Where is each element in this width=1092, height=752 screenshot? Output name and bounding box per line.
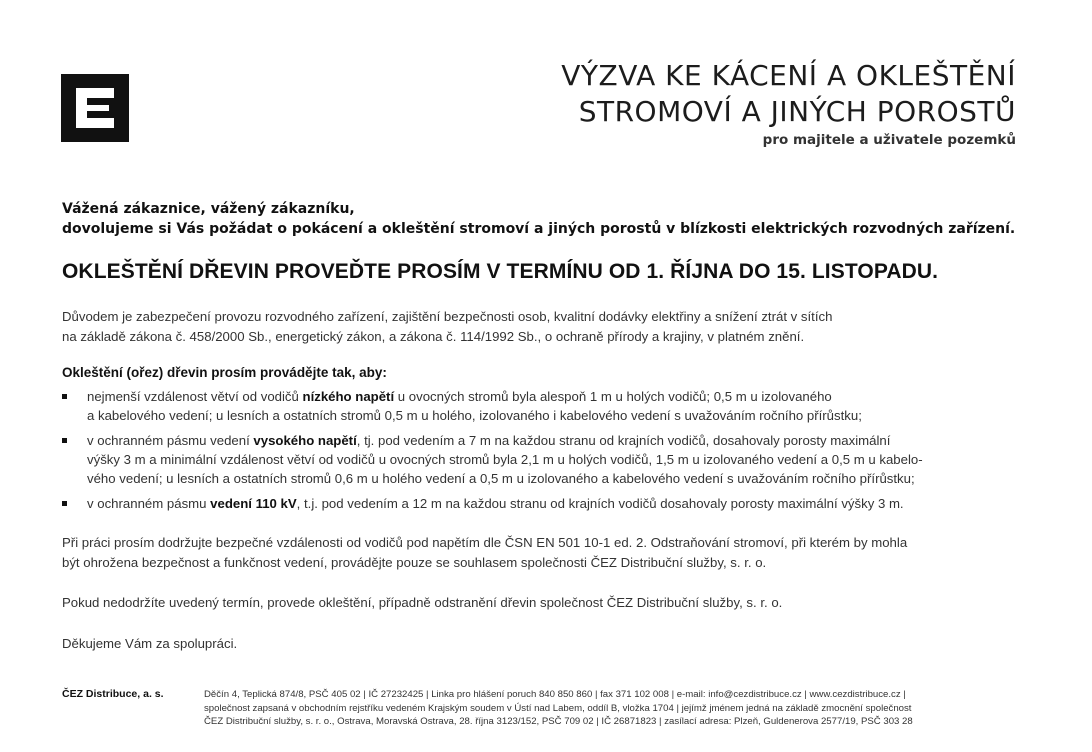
bullet-icon [62, 501, 67, 506]
footer-line: ČEZ Distribuční služby, s. r. o., Ostrava, Moravská Ostrava, 28. října 3123/152, PSČ 709 02 | IČ 26871823 | zasílací adresa: Plzeň, Guldenerova 2577/19, PSČ 303 28 [204, 716, 913, 727]
list-item [62, 431, 1042, 488]
thanks-paragraph: Děkujeme Vám za spolupráci. [62, 636, 238, 651]
footer-company: ČEZ Distribuce, a. s. [62, 688, 164, 700]
title-block [561, 58, 1016, 148]
rule-text: , tj. pod vedením a 7 m na každou stranu od krajních vodičů, dosahovaly porosty maximální [356, 433, 891, 448]
footer-line: společnost zapsaná v obchodním rejstříku vedeném Krajským soudem v Ústí nad Labem, oddíl B, vložka 1704 | jejímž jménem jedná na základě zmocnění společnost [204, 702, 912, 714]
footer-line: Děčín 4, Teplická 874/8, PSČ 405 02 | IČ 27232425 | Linka pro hlášení poruch 840 850 860 | fax 371 102 008 | e-mail: info@cezdistribuce.cz | www.cezdistribuce.cz | [204, 689, 906, 700]
rules-title: Okleštění (ořez) dřevin prosím provádějte tak, aby: [62, 365, 387, 380]
rule-text: v ochranném pásmu [87, 496, 211, 511]
intro-line: Důvodem je zabezpečení provozu rozvodného zařízení, zajištění bezpečnosti osob, kvalitní dodávky elektřiny a snížení ztrát v sítích [62, 309, 833, 324]
rules-list [62, 387, 1042, 519]
document-subtitle: pro majitele a uživatele pozemků [762, 132, 1016, 148]
footer-details [204, 688, 1024, 729]
headline: OKLEŠTĚNÍ DŘEVIN PROVEĎTE PROSÍM V TERMÍNU OD 1. ŘÍJNA DO 15. LISTOPADU. [62, 260, 939, 283]
rule-text: vého vedení; u lesních a ostatních stromů 0,6 m u holého vedení a 0,5 m u izolovaného a kabelového vedení s uvažováním ročního přírůstku; [87, 471, 915, 486]
rule-emphasis: nízkého napětí [302, 389, 395, 404]
rule-text: , t.j. pod vedením a 12 m na každou stranu od krajních vodičů dosahovaly porosty maximální výšky 3 m. [296, 496, 904, 511]
bullet-icon [62, 438, 67, 443]
rule-text: výšky 3 m a minimální vzdálenost větví od vodičů u ovocných stromů byla 2,1 m u holých vodičů, 1,5 m u izolovaného vedení a 0,5 m u kabelo- [87, 452, 923, 467]
rule-text: nejmenší vzdálenost větví od vodičů [87, 389, 303, 404]
note-line: Při práci prosím dodržujte bezpečné vzdálenosti od vodičů pod napětím dle ČSN EN 501 10-1 ed. 2. Odstraňování stromoví, při kterém by mohla [62, 535, 908, 550]
list-item [62, 387, 1042, 425]
safety-note [62, 533, 907, 573]
intro-line: na základě zákona č. 458/2000 Sb., energetický zákon, a zákona č. 114/1992 Sb., o ochraně přírody a krajiny, v platném znění. [62, 329, 805, 344]
greeting-request: dovolujeme si Vás požádat o pokácení a okleštění stromoví a jiných porostů v blízkosti elektrických rozvodných zařízení. [62, 221, 1016, 237]
rule-emphasis: vysokého napětí [253, 433, 357, 448]
document-title-line1: VÝZVA KE KÁCENÍ A OKLEŠTĚNÍ [561, 59, 1016, 92]
list-item [62, 494, 1042, 513]
rule-text: v ochranném pásmu vedení [87, 433, 254, 448]
greeting-salutation: Vážená zákaznice, vážený zákazníku, [62, 201, 355, 217]
rule-text: a kabelového vedení; u lesních a ostatních stromů 0,5 m u holého, izolovaného i kabelového vedení s uvažováním ročního přírůstku; [87, 408, 862, 423]
greeting [62, 199, 1015, 239]
cez-logo [61, 74, 129, 142]
rule-emphasis: vedení 110 kV [210, 496, 297, 511]
deadline-paragraph: Pokud nedodržíte uvedený termín, provede okleštění, případně odstranění dřevin společnost ČEZ Distribuční služby, s. r. o. [62, 595, 783, 610]
rule-text: u ovocných stromů byla alespoň 1 m u holých vodičů; 0,5 m u izolovaného [394, 389, 832, 404]
bullet-icon [62, 394, 67, 399]
note-line: být ohrožena bezpečnost a funkčnost vedení, provádějte pouze se souhlasem společnosti ČEZ Distribuční služby, s. r. o. [62, 555, 767, 570]
document-title-line2: STROMOVÍ A JINÝCH POROSTŮ [578, 95, 1016, 128]
intro-paragraph [62, 307, 832, 347]
